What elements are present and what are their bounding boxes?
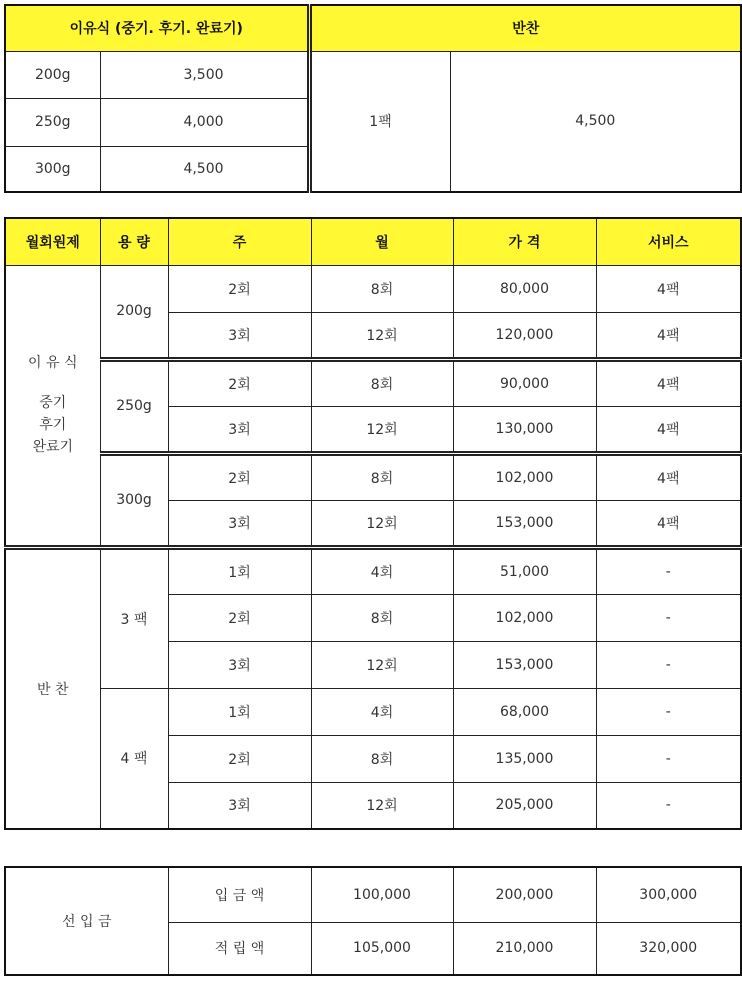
price-cell: 102,000	[453, 453, 596, 500]
baby-food-category	[5, 265, 100, 547]
weight-cell: 200g	[5, 51, 100, 98]
month-cell: 8회	[311, 594, 453, 641]
deposit-value: 200,000	[453, 867, 596, 922]
prepayment-table	[4, 866, 742, 976]
month-cell: 8회	[311, 453, 453, 500]
deposit-value: 300,000	[596, 867, 741, 922]
week-cell: 1회	[168, 688, 311, 735]
price-cell: 90,000	[453, 359, 596, 406]
week-cell: 3회	[168, 500, 311, 547]
accrual-label: 적 립 액	[168, 922, 311, 975]
service-cell: 4팩	[596, 312, 741, 359]
month-cell: 12회	[311, 500, 453, 547]
month-cell: 12회	[311, 782, 453, 829]
deposit-label: 입 금 액	[168, 867, 311, 922]
size-cell: 4 팩	[100, 688, 168, 829]
stage-label: 후기	[39, 417, 67, 433]
baby-food-header: 이유식 (중기. 후기. 완료기)	[5, 5, 309, 51]
accrual-value: 210,000	[453, 922, 596, 975]
price-cell: 68,000	[453, 688, 596, 735]
price-cell: 102,000	[453, 594, 596, 641]
header-price: 가 격	[453, 218, 596, 265]
single-price-table	[4, 4, 742, 193]
accrual-value: 105,000	[311, 922, 453, 975]
header-month: 월	[311, 218, 453, 265]
week-cell: 3회	[168, 406, 311, 453]
week-cell: 3회	[168, 312, 311, 359]
week-cell: 2회	[168, 265, 311, 312]
price-cell: 153,000	[453, 500, 596, 547]
week-cell: 2회	[168, 735, 311, 782]
week-cell: 2회	[168, 359, 311, 406]
month-cell: 12회	[311, 641, 453, 688]
deposit-value: 100,000	[311, 867, 453, 922]
service-cell: -	[596, 688, 741, 735]
price-cell: 4,000	[100, 98, 309, 146]
service-cell: 4팩	[596, 500, 741, 547]
price-cell: 135,000	[453, 735, 596, 782]
month-cell: 8회	[311, 735, 453, 782]
service-cell: 4팩	[596, 453, 741, 500]
service-cell: 4팩	[596, 359, 741, 406]
week-cell: 2회	[168, 594, 311, 641]
week-cell: 2회	[168, 453, 311, 500]
banchan-price-cell: 4,500	[450, 51, 741, 192]
price-cell: 3,500	[100, 51, 309, 98]
month-cell: 4회	[311, 688, 453, 735]
service-cell: -	[596, 641, 741, 688]
price-cell: 130,000	[453, 406, 596, 453]
header-service: 서비스	[596, 218, 741, 265]
header-capacity: 용 량	[100, 218, 168, 265]
stage-label: 완료기	[32, 439, 74, 455]
price-cell: 120,000	[453, 312, 596, 359]
week-cell: 3회	[168, 782, 311, 829]
service-cell: -	[596, 782, 741, 829]
monthly-membership-table	[4, 217, 742, 830]
service-cell: 4팩	[596, 265, 741, 312]
price-cell: 205,000	[453, 782, 596, 829]
month-cell: 8회	[311, 265, 453, 312]
service-cell: -	[596, 547, 741, 594]
service-cell: -	[596, 735, 741, 782]
month-cell: 8회	[311, 359, 453, 406]
month-cell: 12회	[311, 406, 453, 453]
banchan-unit-cell: 1팩	[309, 51, 450, 192]
size-cell: 200g	[100, 265, 168, 359]
price-cell: 153,000	[453, 641, 596, 688]
size-cell: 250g	[100, 359, 168, 453]
month-cell: 4회	[311, 547, 453, 594]
header-week: 주	[168, 218, 311, 265]
banchan-category: 반 찬	[5, 547, 100, 829]
price-cell: 80,000	[453, 265, 596, 312]
size-cell: 300g	[100, 453, 168, 547]
price-cell: 51,000	[453, 547, 596, 594]
price-cell: 4,500	[100, 146, 309, 192]
size-cell: 3 팩	[100, 547, 168, 688]
banchan-header: 반찬	[309, 5, 741, 51]
weight-cell: 300g	[5, 146, 100, 192]
week-cell: 1회	[168, 547, 311, 594]
header-membership: 월회원제	[5, 218, 100, 265]
weight-cell: 250g	[5, 98, 100, 146]
service-cell: -	[596, 594, 741, 641]
service-cell: 4팩	[596, 406, 741, 453]
month-cell: 12회	[311, 312, 453, 359]
prepayment-label: 선 입 금	[5, 867, 168, 975]
baby-food-label: 이 유 식	[28, 355, 78, 371]
stage-label: 중기	[39, 395, 67, 411]
week-cell: 3회	[168, 641, 311, 688]
accrual-value: 320,000	[596, 922, 741, 975]
